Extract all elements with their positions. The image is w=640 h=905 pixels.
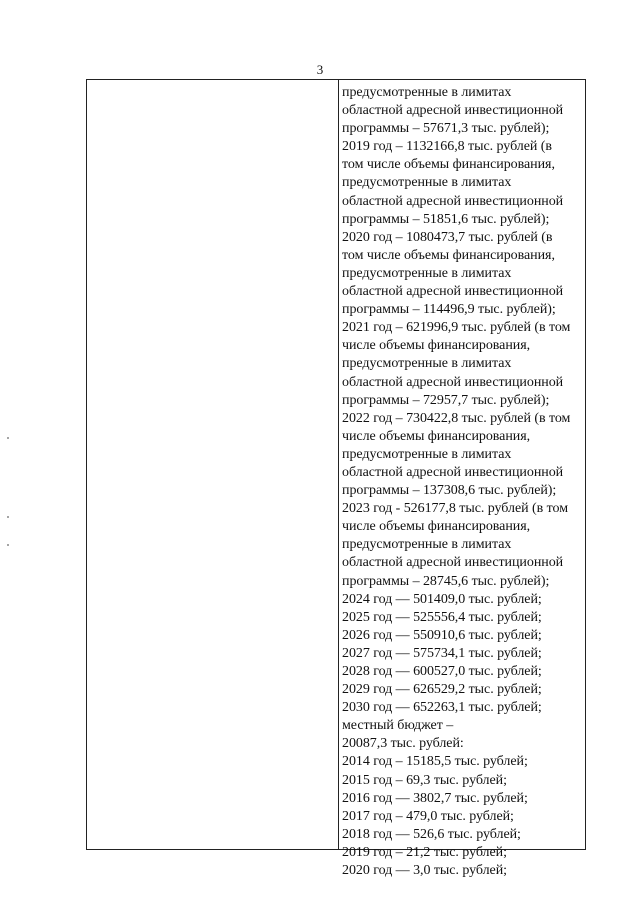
funding-text-line: предусмотренные в лимитах	[342, 446, 512, 462]
funding-text-line: 2026 год — 550910,6 тыс. рублей;	[342, 627, 542, 643]
funding-text-line: том числе объемы финансирования,	[342, 157, 555, 173]
funding-text-line: областной адресной инвестиционной	[342, 284, 564, 300]
funding-text-line: предусмотренные в лимитах	[342, 85, 512, 100]
funding-text-line: 2028 год — 600527,0 тыс. рублей;	[342, 664, 542, 679]
scan-margin-mark	[7, 516, 9, 518]
funding-text-line: 2021 год – 621996,9 тыс. рублей (в том	[342, 320, 571, 336]
funding-text-line: областной адресной инвестиционной	[342, 103, 564, 119]
funding-text-line: 2020 год – 1080473,7 тыс. рублей (в	[342, 229, 553, 245]
funding-text-line: 2014 год – 15185,5 тыс. рублей;	[342, 754, 528, 770]
funding-text-line: 2016 год — 3802,7 тыс. рублей;	[342, 790, 528, 806]
page-number: 3	[316, 62, 324, 77]
funding-text-line: местный бюджет –	[342, 718, 454, 734]
funding-text-line: 2018 год — 526,6 тыс. рублей;	[342, 826, 521, 842]
funding-text-line: числе объемы финансирования,	[342, 428, 531, 444]
funding-text-line: числе объемы финансирования,	[342, 519, 531, 535]
funding-text-line: 20087,3 тыс. рублей:	[342, 736, 464, 752]
funding-text-line: том числе объемы финансирования,	[342, 247, 555, 263]
funding-text-line: 2029 год — 626529,2 тыс. рублей;	[342, 682, 542, 698]
funding-text-line: программы – 28745,6 тыс. рублей);	[342, 573, 550, 589]
table-left-cell	[87, 80, 338, 849]
funding-text-line: 2017 год – 479,0 тыс. рублей;	[342, 808, 514, 824]
funding-text-line: областной адресной инвестиционной	[342, 555, 564, 571]
funding-text-line: предусмотренные в лимитах	[342, 537, 512, 553]
funding-text-line: программы – 57671,3 тыс. рублей);	[342, 121, 550, 137]
funding-text-line: числе объемы финансирования,	[342, 338, 531, 354]
funding-text-line: 2020 год — 3,0 тыс. рублей;	[342, 863, 507, 879]
funding-text-line: областной адресной инвестиционной	[342, 193, 564, 209]
funding-text-line: 2015 год – 69,3 тыс. рублей;	[342, 772, 507, 788]
funding-text-line: предусмотренные в лимитах	[342, 356, 512, 372]
funding-text-line: 2019 год – 1132166,8 тыс. рублей (в	[342, 139, 552, 155]
funding-text-line: программы – 137308,6 тыс. рублей);	[342, 483, 557, 499]
scan-margin-mark	[7, 437, 9, 439]
table-right-cell	[339, 80, 585, 879]
funding-text-line: 2019 год – 21,2 тыс. рублей;	[342, 844, 507, 860]
funding-text-line: программы – 51851,6 тыс. рублей);	[342, 211, 550, 227]
scan-margin-mark	[7, 544, 9, 546]
funding-table	[86, 79, 586, 879]
funding-text-line: областной адресной инвестиционной	[342, 374, 564, 390]
funding-text-line: программы – 72957,7 тыс. рублей);	[342, 392, 550, 408]
funding-text-line: 2022 год – 730422,8 тыс. рублей (в том	[342, 410, 571, 426]
funding-text-line: предусмотренные в лимитах	[342, 265, 512, 281]
funding-text-line: 2024 год — 501409,0 тыс. рублей;	[342, 591, 542, 607]
funding-text-line: программы – 114496,9 тыс. рублей);	[342, 302, 556, 318]
funding-text-line: 2027 год — 575734,1 тыс. рублей;	[342, 645, 542, 661]
funding-text-line: предусмотренные в лимитах	[342, 175, 512, 191]
funding-text-line: областной адресной инвестиционной	[342, 464, 564, 480]
funding-text-line: 2023 год - 526177,8 тыс. рублей (в том	[342, 501, 569, 517]
funding-text-line: 2030 год — 652263,1 тыс. рублей;	[342, 700, 542, 716]
funding-text-line: 2025 год — 525556,4 тыс. рублей;	[342, 609, 542, 625]
